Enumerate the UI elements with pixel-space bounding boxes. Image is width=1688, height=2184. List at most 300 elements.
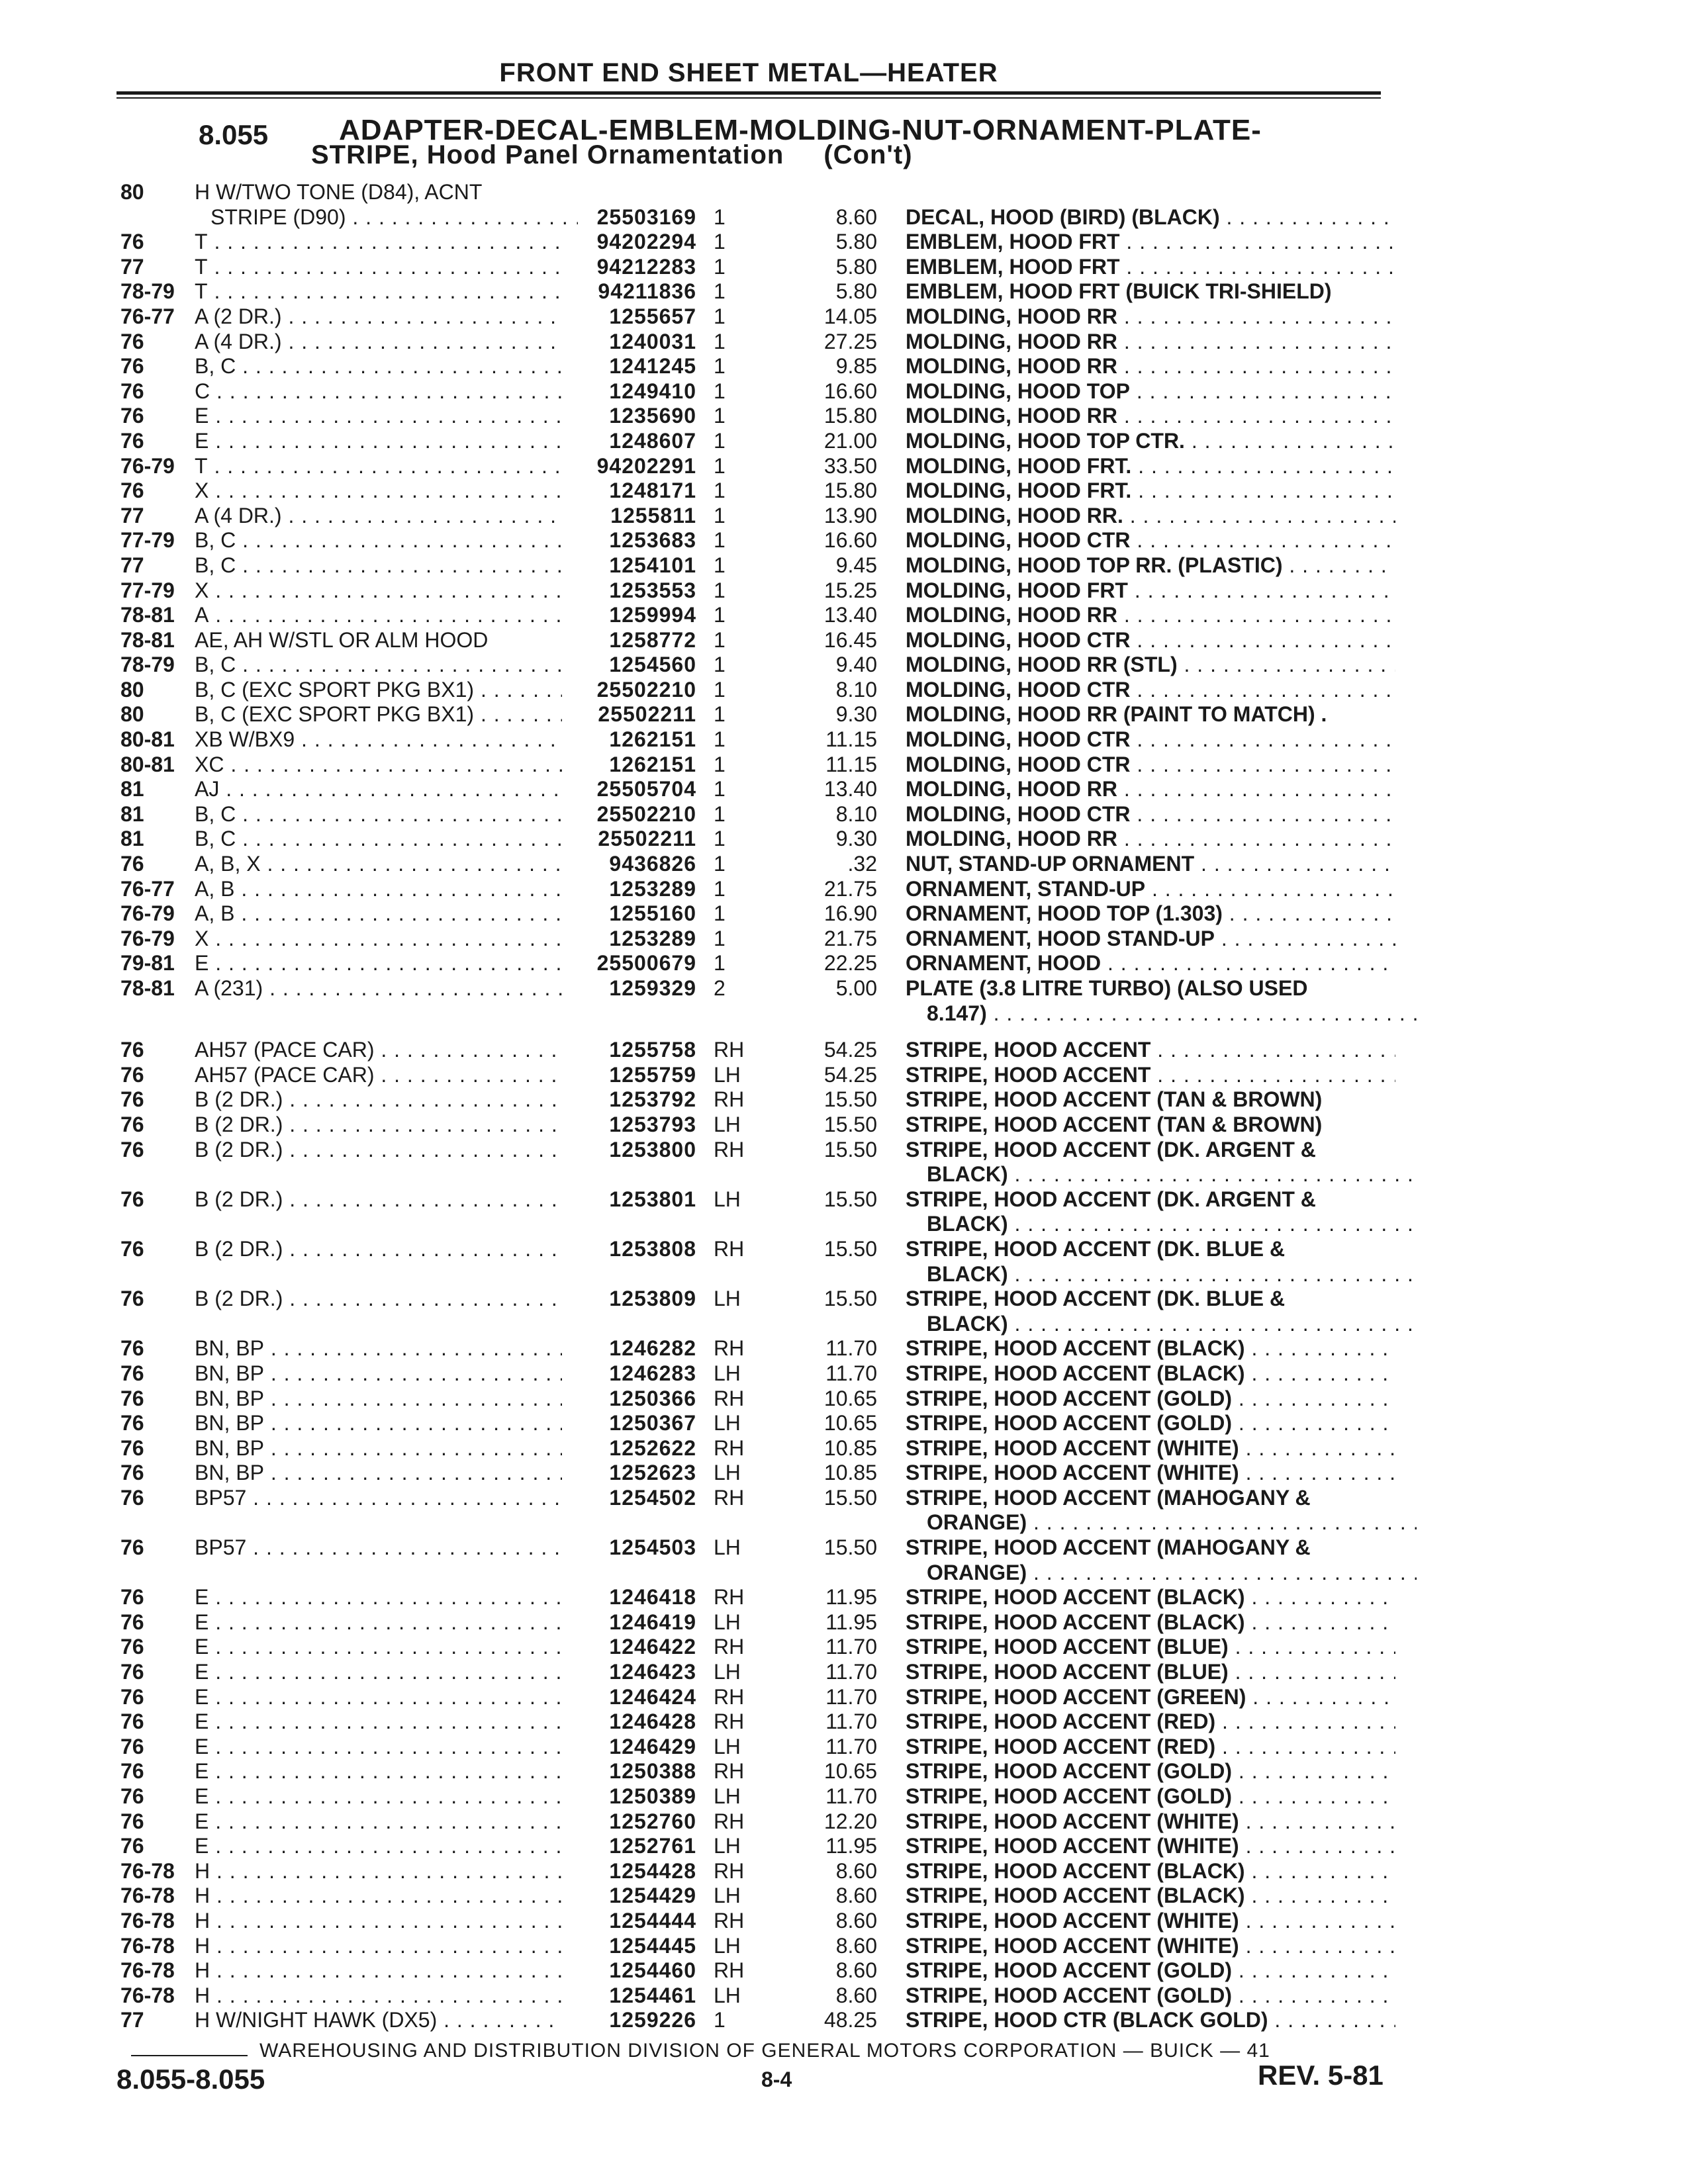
cell-quantity: RH [714,1958,745,1983]
cell-year: 77 [120,503,144,527]
cell-price: 11.15 [825,752,877,776]
cell-year: 76 [120,1635,144,1659]
cell-part-name: 8.147) . . . [927,1001,1417,1026]
cell-part-number: 1246282 [609,1336,696,1361]
cell-year: 77-79 [120,578,175,602]
cell-year: 81 [120,801,144,826]
cell-quantity: RH [714,1585,745,1610]
cell-model-desc: E . . . [195,1709,562,1735]
cell-quantity: LH [714,1834,741,1858]
cell-model-desc: A (231) . . . [195,976,562,1001]
cell-price: 27.25 [823,329,877,353]
cell-part-name: MOLDING, HOOD TOP . . . [906,379,1395,404]
cell-quantity: LH [714,1461,741,1485]
cell-model-desc: E . . . [195,1585,562,1610]
cell-part-number: 1246424 [609,1684,696,1709]
cell-part-number: 1253800 [609,1137,696,1161]
cell-model-desc: B (2 DR.) . . . [195,1237,562,1262]
table-row [0,1934,1688,1959]
cell-year: 78-79 [120,653,175,677]
cell-model-desc: H W/NIGHT HAWK (DX5) . . . [195,2008,562,2033]
cell-price: 9.30 [835,702,877,727]
cell-model-desc: B, C . . . [195,354,562,379]
cell-model-desc: B, C (EXC SPORT PKG BX1) . . . [195,702,562,727]
table-row [0,877,1688,902]
cell-part-number: 1253801 [609,1187,696,1211]
cell-year: 76 [120,1809,144,1833]
cell-part-name: STRIPE, HOOD ACCENT (WHITE) . . . [906,1436,1395,1461]
cell-price: 15.50 [823,1287,877,1311]
cell-part-number: 1253792 [609,1087,696,1112]
cell-year: 76 [120,1386,144,1410]
cell-part-number: 1259994 [609,603,696,627]
table-row [0,1610,1688,1635]
cell-model-desc: T . . . [195,279,562,304]
cell-part-name: MOLDING, HOOD RR . . . [906,603,1395,628]
cell-part-name: DECAL, HOOD (BIRD) (BLACK) . . . [906,205,1395,230]
cell-part-number: 1254503 [609,1535,696,1560]
cell-price: 11.15 [825,727,877,752]
cell-quantity: RH [714,1635,745,1659]
cell-quantity: 1 [714,827,726,851]
cell-year: 76 [120,1709,144,1734]
cell-model-desc: A (2 DR.) . . . [195,304,562,330]
cell-part-number: 1250366 [609,1386,696,1410]
table-row [0,1361,1688,1387]
cell-part-name: STRIPE, HOOD ACCENT (BLACK) . . . [906,1884,1395,1909]
cell-quantity: RH [714,1709,745,1734]
cell-part-number: 1255160 [609,901,696,926]
cell-quantity: RH [714,1435,745,1460]
cell-model-desc: E . . . [195,951,562,976]
cell-part-name: STRIPE, HOOD ACCENT (RED) . . . [906,1735,1395,1760]
cell-year: 81 [120,827,144,851]
table-row [0,1735,1688,1760]
cell-year: 76-78 [120,1958,175,1983]
cell-year: 76 [120,1287,144,1311]
cell-part-name: STRIPE, HOOD ACCENT (DK. BLUE & [906,1236,1286,1261]
cell-price: 8.10 [835,801,877,826]
table-row [0,1312,1688,1337]
table-row [0,1809,1688,1835]
table-row [0,255,1688,280]
cell-price: 5.80 [835,279,877,304]
cell-quantity: 1 [714,553,726,577]
cell-price: 5.80 [835,254,877,279]
cell-year: 76 [120,1187,144,1211]
cell-year: 79-81 [120,951,175,976]
cell-quantity: RH [714,1684,745,1709]
cell-quantity: LH [714,1187,741,1211]
cell-price: 9.40 [835,653,877,677]
cell-quantity: LH [714,1411,741,1435]
parts-list [0,180,1688,2033]
cell-part-number: 94212283 [596,254,696,279]
cell-model-desc: X . . . [195,578,562,604]
cell-year: 76 [120,1834,144,1858]
table-row [0,1635,1688,1660]
cell-quantity: 1 [714,205,726,229]
cell-year: 76-78 [120,1858,175,1883]
cell-price: 15.50 [823,1087,877,1112]
cell-model-desc: B, C . . . [195,827,562,852]
table-row [0,1113,1688,1138]
cell-quantity: LH [714,1734,741,1758]
table-row [0,180,1688,205]
cell-quantity: RH [714,1485,745,1510]
table-row [0,1983,1688,2009]
cell-year: 76 [120,1461,144,1485]
cell-year: 76 [120,1485,144,1510]
title-rule-thin [117,97,1381,99]
cell-part-number: 1255758 [609,1038,696,1062]
table-row [0,727,1688,752]
cell-year: 76 [120,1361,144,1385]
cell-model-desc: BN, BP . . . [195,1436,562,1461]
cell-price: 8.60 [835,1958,877,1983]
cell-year: 76 [120,1038,144,1062]
table-row [0,330,1688,355]
cell-quantity: LH [714,1112,741,1136]
cell-quantity: LH [714,1287,741,1311]
cell-year: 76 [120,1087,144,1112]
cell-model-desc: A, B . . . [195,901,562,927]
cell-model-desc: B, C . . . [195,528,562,553]
cell-model-desc: BN, BP . . . [195,1387,562,1412]
cell-part-number: 1246418 [609,1585,696,1610]
cell-part-name: MOLDING, HOOD CTR . . . [906,727,1395,752]
cell-quantity: 2 [714,976,726,1000]
cell-quantity: 1 [714,528,726,553]
cell-year: 76 [120,1734,144,1758]
cell-model-desc: C . . . [195,379,562,404]
cell-part-name: STRIPE, HOOD ACCENT (BLACK) . . . [906,1585,1395,1610]
cell-model-desc: H . . . [195,1884,562,1909]
cell-model-desc: BN, BP . . . [195,1361,562,1387]
table-row [0,205,1688,230]
cell-price: 10.65 [823,1759,877,1784]
row-spacer [0,1026,1688,1038]
cell-quantity: 1 [714,503,726,527]
cell-part-number: 1253553 [609,578,696,602]
table-row [0,1287,1688,1312]
cell-model-desc: T . . . [195,255,562,280]
cell-quantity: 1 [714,627,726,652]
cell-part-name: STRIPE, HOOD ACCENT (TAN & BROWN) [906,1112,1323,1136]
cell-price: 5.00 [835,976,877,1000]
cell-quantity: LH [714,1361,741,1385]
cell-quantity: 1 [714,578,726,602]
cell-quantity: 1 [714,752,726,776]
table-row [0,802,1688,827]
cell-part-number: 1246428 [609,1709,696,1734]
cell-part-number: 1252760 [609,1809,696,1833]
footer-publisher: WAREHOUSING AND DISTRIBUTION DIVISION OF GENERAL MOTORS CORPORATION — BUICK — 41 [259,2040,1270,2062]
cell-year: 77 [120,553,144,577]
footer-section-range: 8.055-8.055 [117,2064,265,2095]
table-row [0,1884,1688,1909]
cell-year: 76 [120,1336,144,1361]
footer-revision: REV. 5-81 [1258,2060,1383,2091]
cell-year: 76 [120,1660,144,1684]
table-row [0,2008,1688,2033]
cell-quantity: 1 [714,727,726,752]
cell-part-number: 25503169 [596,205,696,229]
cell-model-desc: T . . . [195,230,562,255]
cell-model-desc: B, C (EXC SPORT PKG BX1) . . . [195,678,562,703]
cell-part-name: MOLDING, HOOD TOP RR. (PLASTIC) . . . [906,553,1395,578]
cell-part-number: 25502211 [598,827,696,851]
cell-quantity: 1 [714,603,726,627]
cell-quantity: 1 [714,801,726,826]
section-number: 8.055 [199,119,269,150]
cell-part-name: ORNAMENT, HOOD STAND-UP . . . [906,927,1395,952]
cell-price: 8.60 [835,1908,877,1933]
table-row [0,951,1688,976]
table-row [0,1436,1688,1461]
cell-model-desc: A, B . . . [195,877,562,902]
cell-model-desc: E . . . [195,1685,562,1710]
table-row [0,1784,1688,1809]
cell-price: 5.80 [835,230,877,254]
cell-year: 76 [120,230,144,254]
table-row [0,1138,1688,1163]
cell-part-number: 1246419 [609,1610,696,1634]
cell-part-name: STRIPE, HOOD ACCENT (DK. BLUE & [906,1287,1286,1311]
table-row [0,429,1688,454]
cell-part-number: 25505704 [596,777,696,801]
cell-price: 15.80 [823,404,877,428]
table-row [0,678,1688,703]
cell-price: 15.50 [823,1137,877,1161]
cell-model-desc: B (2 DR.) . . . [195,1187,562,1212]
cell-year: 76 [120,1112,144,1136]
cell-part-name: MOLDING, HOOD RR . . . [906,404,1395,429]
footer-rule [131,2055,248,2056]
cell-part-number: 1255759 [609,1062,696,1087]
cell-part-name: STRIPE, HOOD ACCENT (BLACK) . . . [906,1336,1395,1361]
cell-part-name: MOLDING, HOOD RR. . . . [906,504,1395,529]
cell-year: 78-81 [120,603,175,627]
cell-price: 9.30 [835,827,877,851]
table-row [0,279,1688,304]
cell-part-name: STRIPE, HOOD ACCENT (BLACK) . . . [906,1610,1395,1635]
cell-part-number: 1250388 [609,1759,696,1784]
cell-part-number: 1246422 [609,1635,696,1659]
cell-year: 76 [120,478,144,503]
cell-quantity: 1 [714,304,726,328]
cell-model-desc: E . . . [195,404,562,429]
cell-price: 15.50 [823,1187,877,1211]
cell-model-desc: A (4 DR.) . . . [195,504,562,529]
cell-model-desc: B (2 DR.) . . . [195,1087,562,1113]
cell-model-desc: E . . . [195,1809,562,1835]
table-row [0,1585,1688,1610]
cell-year: 77 [120,254,144,279]
cell-quantity: 1 [714,279,726,304]
cell-part-name: STRIPE, HOOD ACCENT . . . [906,1038,1395,1063]
table-row [0,827,1688,852]
cell-part-number: 1248171 [609,478,696,503]
cell-part-name: STRIPE, HOOD ACCENT (TAN & BROWN) [906,1087,1323,1112]
cell-part-name: MOLDING, HOOD FRT . . . [906,578,1395,604]
cell-part-number: 1254560 [609,653,696,677]
cell-quantity: RH [714,1759,745,1784]
cell-part-name: STRIPE, HOOD ACCENT (GOLD) . . . [906,1759,1395,1784]
table-row [0,1063,1688,1088]
cell-model-desc: E . . . [195,429,562,454]
table-row [0,354,1688,379]
cell-year: 78-81 [120,976,175,1000]
cell-part-name: BLACK) . . . [927,1312,1417,1337]
cell-year: 76-79 [120,453,175,478]
cell-model-desc: E . . . [195,1735,562,1760]
cell-price: 16.60 [823,528,877,553]
table-row [0,603,1688,628]
cell-part-number: 1246283 [609,1361,696,1385]
cell-part-number: 94211836 [598,279,696,304]
cell-year: 76 [120,1535,144,1560]
cell-part-number: 1252761 [609,1834,696,1858]
table-row [0,478,1688,504]
cell-model-desc: AJ . . . [195,777,562,802]
cell-part-name: MOLDING, HOOD RR . . . [906,330,1395,355]
cell-quantity: 1 [714,876,726,901]
cell-price: 15.50 [823,1112,877,1136]
cell-quantity: RH [714,1137,745,1161]
table-row [0,1535,1688,1561]
cell-price: 21.00 [823,428,877,453]
cell-price: 10.85 [823,1461,877,1485]
cell-part-name: STRIPE, HOOD ACCENT (GREEN) . . . [906,1685,1395,1710]
cell-quantity: 1 [714,478,726,503]
table-row [0,1038,1688,1063]
cell-model-desc: E . . . [195,1759,562,1784]
cell-model-desc: XC . . . [195,752,562,778]
table-row [0,1958,1688,1983]
cell-part-number: 1259226 [609,2008,696,2032]
cell-part-name: STRIPE, HOOD ACCENT (WHITE) . . . [906,1809,1395,1835]
cell-quantity: RH [714,1858,745,1883]
table-row [0,1387,1688,1412]
cell-year: 76-78 [120,1933,175,1958]
cell-year: 76 [120,329,144,353]
cell-year: 76 [120,404,144,428]
cell-price: 15.50 [823,1236,877,1261]
cell-quantity: 1 [714,453,726,478]
cell-model-desc: BP57 . . . [195,1535,562,1561]
table-row [0,1561,1688,1586]
cell-price: 54.25 [823,1038,877,1062]
cell-part-name: STRIPE, HOOD ACCENT (GOLD) . . . [906,1387,1395,1412]
table-row [0,901,1688,927]
cell-quantity: LH [714,1884,741,1908]
table-row [0,1660,1688,1685]
cell-quantity: LH [714,1784,741,1808]
cell-part-number: 1259329 [609,976,696,1000]
cell-part-number: 1253289 [609,926,696,950]
cell-part-name: MOLDING, HOOD RR . . . [906,777,1395,802]
cell-part-name: STRIPE, HOOD ACCENT (WHITE) . . . [906,1461,1395,1486]
cell-price: 11.70 [825,1660,877,1684]
cell-quantity: RH [714,1336,745,1361]
table-row [0,454,1688,479]
cell-quantity: 1 [714,852,726,876]
table-row [0,1759,1688,1784]
cell-part-name: STRIPE, HOOD ACCENT (MAHOGANY & [906,1485,1311,1510]
cell-model-desc: E . . . [195,1635,562,1660]
cell-price: 21.75 [823,876,877,901]
cell-price: 8.60 [835,1983,877,2007]
cell-part-name: EMBLEM, HOOD FRT (BUICK TRI-SHIELD) [906,279,1332,304]
cell-price: 14.05 [823,304,877,328]
cell-model-desc: AH57 (PACE CAR) . . . [195,1063,562,1088]
cell-model-desc: H . . . [195,1983,562,2009]
cell-quantity: LH [714,1933,741,1958]
cell-price: 9.45 [835,553,877,577]
cell-part-name: MOLDING, HOOD TOP CTR. . . . [906,429,1395,454]
cell-price: 9.85 [835,354,877,379]
cell-part-number: 1258772 [609,627,696,652]
cell-price: 16.60 [823,379,877,403]
cell-model-desc: H . . . [195,1958,562,1983]
cell-price: 11.70 [825,1635,877,1659]
cell-part-number: 1254429 [609,1884,696,1908]
cell-part-number: 1253793 [609,1112,696,1136]
cell-model-desc: X . . . [195,927,562,952]
cell-model-desc: T . . . [195,454,562,479]
cell-price: 11.95 [825,1585,877,1610]
cell-year: 80 [120,180,144,204]
cell-price: 15.80 [823,478,877,503]
table-row [0,1510,1688,1535]
cell-part-name: STRIPE, HOOD ACCENT (GOLD) . . . [906,1411,1395,1436]
cell-year: 76 [120,1759,144,1784]
cell-price: 11.95 [825,1610,877,1634]
cell-price: 8.60 [835,205,877,229]
cell-part-name: ORNAMENT, HOOD TOP (1.303) . . . [906,901,1395,927]
cell-part-name: STRIPE, HOOD ACCENT (BLUE) . . . [906,1660,1395,1685]
cell-part-number: 1254445 [609,1933,696,1958]
cell-part-number: 1262151 [609,752,696,776]
table-row [0,578,1688,604]
cell-quantity: 1 [714,329,726,353]
cell-part-name: STRIPE, HOOD ACCENT (BLACK) . . . [906,1361,1395,1387]
table-row [0,1162,1688,1187]
cell-year: 78-81 [120,627,175,652]
cell-year: 80-81 [120,752,175,776]
cell-part-number: 1253808 [609,1236,696,1261]
table-row [0,1685,1688,1710]
section-cont-label: (Con't) [823,140,913,169]
cell-part-number: 1240031 [609,329,696,353]
cell-part-name: ORANGE) . . . [927,1510,1417,1535]
cell-model-desc: B, C . . . [195,553,562,578]
cell-part-name: MOLDING, HOOD RR (PAINT TO MATCH) . [906,702,1327,727]
cell-model-desc: BP57 . . . [195,1486,562,1511]
cell-model-desc: E . . . [195,1834,562,1859]
table-row [0,1709,1688,1735]
cell-part-name: STRIPE, HOOD ACCENT (DK. ARGENT & [906,1137,1316,1161]
cell-part-name: MOLDING, HOOD FRT. . . . [906,478,1395,504]
cell-quantity: 1 [714,702,726,727]
cell-model-desc: E . . . [195,1784,562,1809]
cell-quantity: LH [714,1660,741,1684]
cell-model-desc: BN, BP . . . [195,1336,562,1361]
cell-part-name: STRIPE, HOOD ACCENT (GOLD) . . . [906,1958,1395,1983]
table-row [0,702,1688,727]
cell-year: 76 [120,1610,144,1634]
